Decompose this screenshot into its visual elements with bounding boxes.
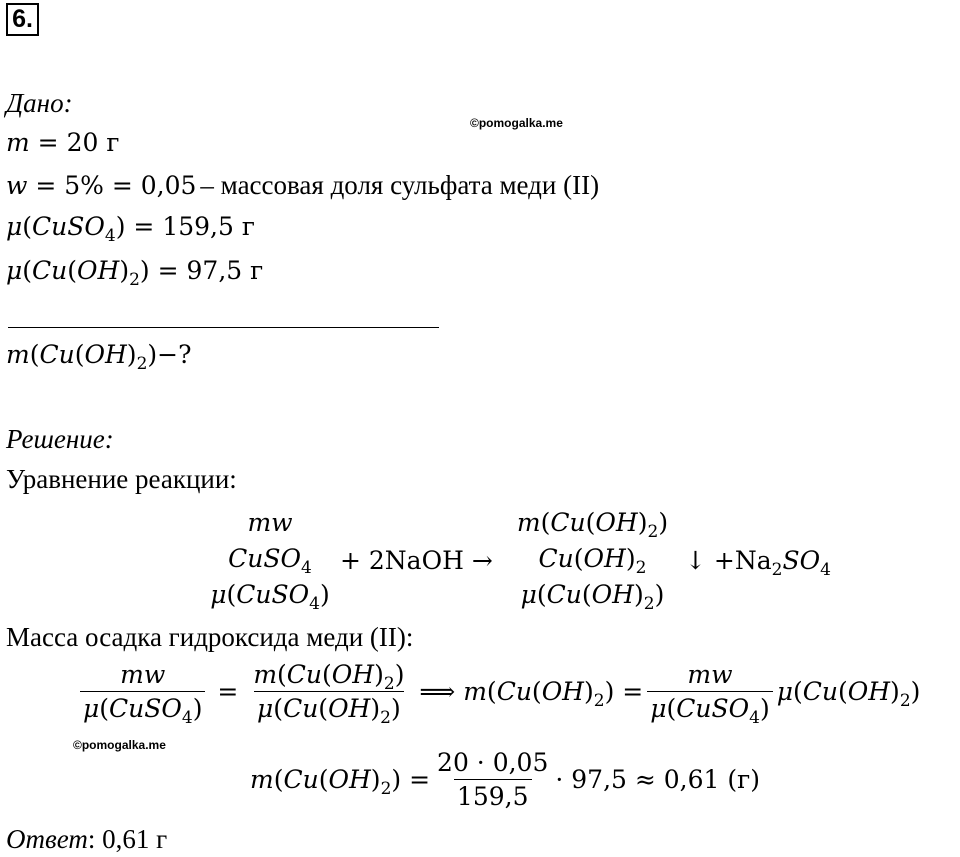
reaction-tail: ↓ $+Na_2SO_4$ bbox=[685, 546, 831, 580]
given-mass: m = 20 г bbox=[6, 128, 120, 157]
find-statement: $m(Cu(OH)_2)-$? bbox=[6, 340, 192, 374]
answer bbox=[6, 824, 167, 855]
watermark: ©pomogalka.me bbox=[470, 116, 563, 130]
problem-number: 6. bbox=[6, 3, 39, 36]
reaction-middle: + 2NaOH → bbox=[340, 546, 493, 575]
reactant-stack: mw CuSO$_4$ μ(CuSO$_4$) bbox=[210, 508, 330, 614]
given-mass-fraction: w = 5% = 0,05 – массовая доля сульфата меди (II) bbox=[6, 170, 600, 200]
product-stack: $m(Cu(OH)_2)$ $Cu(OH)_2$ $\mu(Cu(OH)_2)$ bbox=[516, 508, 669, 614]
calculation: $m(Cu(OH)_2)$ = $\frac{20 \cdot 0,05}{159,5}$ · 97,5 ≈ 0,61 (г) bbox=[250, 748, 760, 811]
given-divider bbox=[8, 327, 439, 328]
watermark: ©pomogalka.me bbox=[73, 738, 166, 752]
given-heading: Дано: bbox=[6, 88, 73, 118]
proportion-formula: $\frac{mw}{\mu(CuSO_4)}$ = $\frac{m(Cu(OH)_2)}{\mu(Cu(OH)_2)}$ ⟹ $m(Cu(OH)_2)$ = $\frac{mw}{\mu(CuSO_4)}$ $\mu(Cu(OH)_2)$ bbox=[76, 660, 920, 723]
given-molar-mass-cuoh2: $\mu(Cu(OH)_2) = 97,5$ г bbox=[6, 256, 264, 290]
precipitate-label: Масса осадка гидроксида меди (II): bbox=[6, 622, 414, 652]
answer-label: Ответ bbox=[6, 824, 88, 854]
solution-heading: Решение: bbox=[6, 424, 114, 454]
reaction-label: Уравнение реакции: bbox=[6, 464, 237, 494]
given-molar-mass-cuso4: μ(CuSO$_4$) = 159,5 г bbox=[6, 212, 255, 246]
answer-value: : 0,61 г bbox=[87, 824, 168, 854]
